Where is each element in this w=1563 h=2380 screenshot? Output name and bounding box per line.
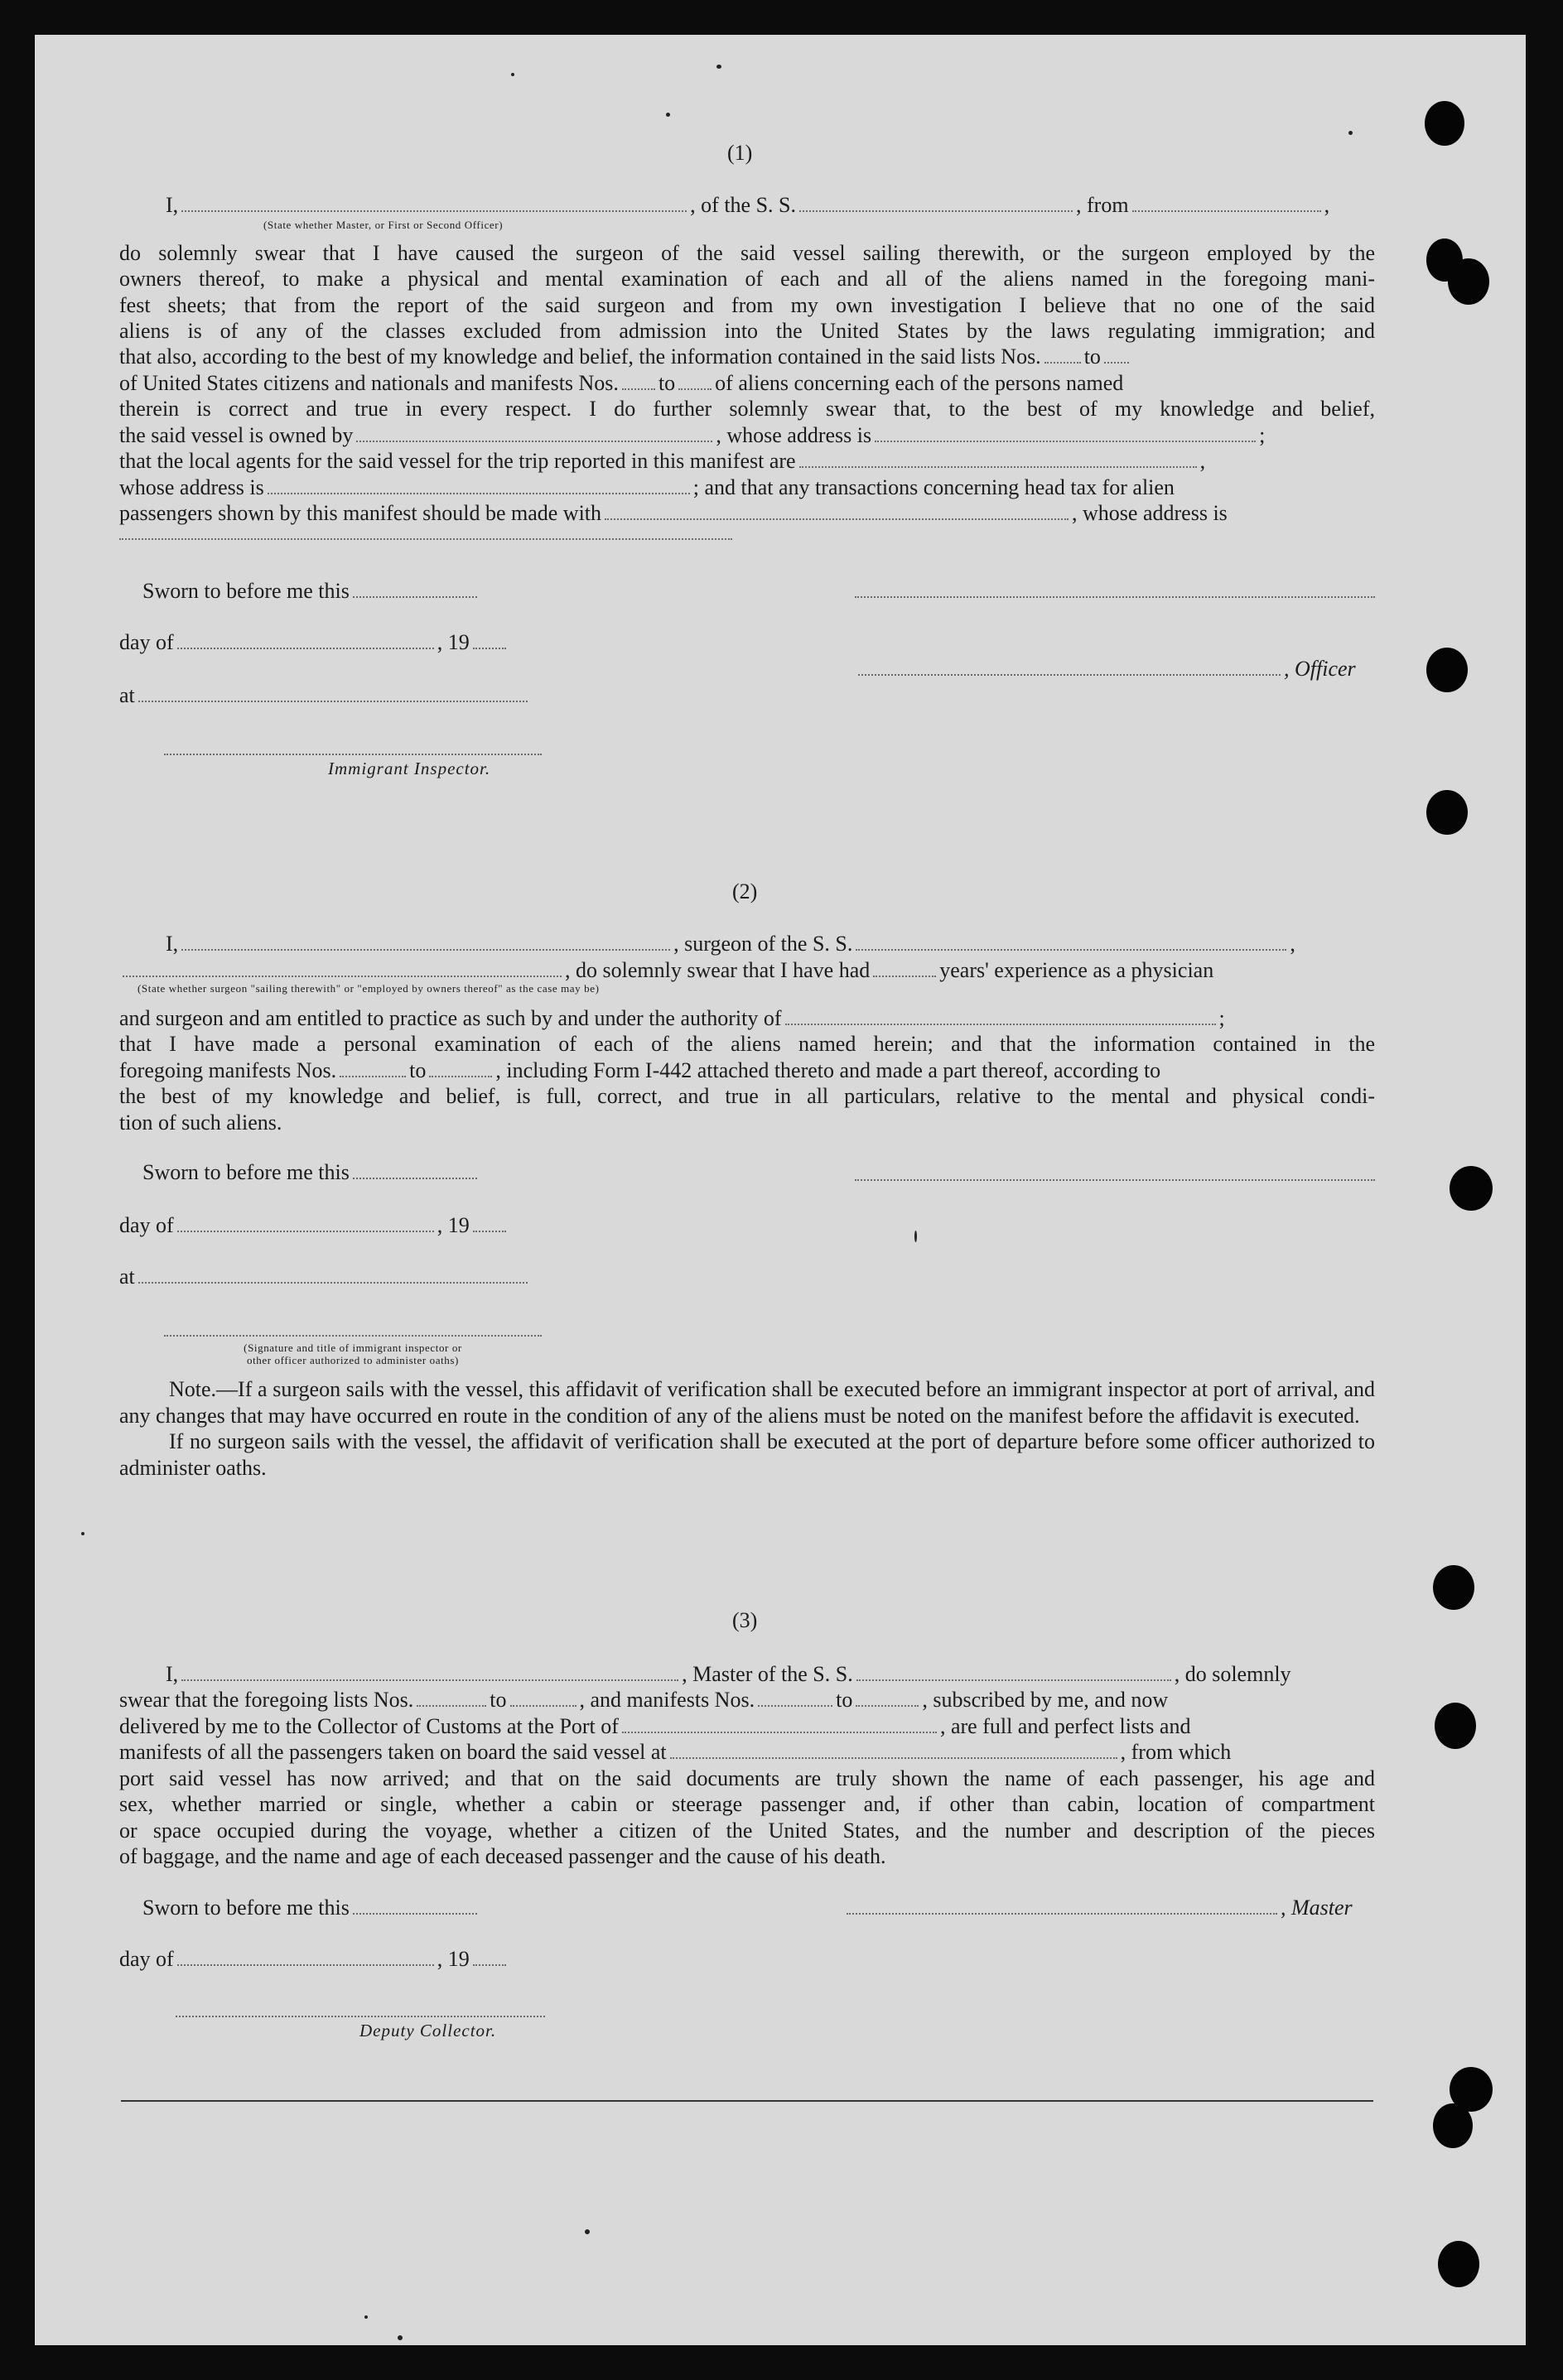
binder-hole [1426, 648, 1468, 692]
day-of-line: day of , 19 [119, 1946, 509, 1973]
officer-signature-line [855, 596, 1375, 598]
surgeon-hint: (State whether surgeon "sailing therewith" or "employed by owners thereof" as the case may be) [137, 982, 600, 995]
oath-paragraph-line: of United States citizens and nationals and manifests Nos. to of aliens concerning each of the persons named [119, 371, 1124, 395]
officer-hint: (State whether Master, or First or Second Officer) [263, 219, 504, 231]
section-number: (1) [727, 141, 753, 165]
fill-line [119, 538, 732, 540]
binder-hole [1433, 2103, 1473, 2148]
note-paragraph: If no surgeon sails with the vessel, the affidavit of verification shall be executed at the port of departure before some officer authorized to administer oaths. [119, 1429, 1375, 1480]
oath-paragraph-line: foregoing manifests Nos. to , including Form I-442 attached thereto and made a part thereof, according to [119, 1058, 1161, 1082]
binder-hole [1435, 1703, 1476, 1749]
signature-hint: (Signature and title of immigrant inspector or other officer authorized to administer oaths) [244, 1342, 462, 1366]
oath-paragraph-line: owners thereof, to make a physical and mental examination of each and all of the aliens named in the foregoing mani- [119, 267, 1375, 291]
binder-hole [1450, 1166, 1493, 1211]
oath-paragraph-line: or space occupied during the voyage, whether a citizen of the United States, and the number and description of the pieces [119, 1819, 1375, 1843]
oath-paragraph-line: therein is correct and true in every respect. I do further solemnly swear that, to the best of my knowledge and belief, [119, 397, 1375, 421]
oath-paragraph-line: do solemnly swear that I have caused the surgeon of the said vessel sailing therewith, or the surgeon employed by the [119, 241, 1375, 265]
master-line: , Master [843, 1895, 1353, 1921]
oath-paragraph-line: whose address is ; and that any transactions concerning head tax for alien [119, 475, 1175, 499]
binder-hole [1448, 258, 1489, 305]
speck [1348, 131, 1353, 135]
oath-paragraph-line: swear that the foregoing lists Nos. to , and manifests Nos. to , subscribed by me, and now [119, 1688, 1169, 1712]
oath-line-1: I, , of the S. S. , from , [166, 193, 1330, 217]
oath-paragraph-line: the best of my knowledge and belief, is full, correct, and true in all particulars, relative to the mental and physical condi- [119, 1084, 1375, 1108]
section-number: (2) [732, 879, 758, 903]
oath-paragraph-line: manifests of all the passengers taken on board the said vessel at , from which [119, 1740, 1232, 1764]
sworn-label: Sworn to before me this [142, 578, 480, 605]
at-line: at [119, 682, 531, 709]
speck [81, 1532, 84, 1535]
speck [666, 113, 670, 117]
inspector-label: Immigrant Inspector. [328, 759, 491, 778]
sworn-label: Sworn to before me this [142, 1895, 480, 1921]
speck [511, 73, 514, 76]
oath-paragraph-line: that also, according to the best of my knowledge and belief, the information contained in the said lists Nos. to [119, 344, 1132, 370]
binder-hole [1438, 2241, 1479, 2287]
oath-paragraph-line: tion of such aliens. [119, 1111, 282, 1135]
binder-hole [1426, 790, 1468, 835]
oath-paragraph-line: delivered by me to the Collector of Customs at the Port of , are full and perfect lists and [119, 1714, 1191, 1738]
oath-paragraph-line: and surgeon and am entitled to practice as such by and under the authority of ; [119, 1006, 1225, 1030]
oath-paragraph-line: aliens is of any of the classes excluded from admission into the United States by the laws regulating immigration; and [119, 319, 1375, 343]
sworn-label: Sworn to before me this [142, 1159, 480, 1186]
bottom-rule [121, 2100, 1373, 2102]
collector-signature-line [176, 2016, 545, 2017]
speck [364, 2315, 368, 2319]
day-of-line: day of , 19 [119, 1212, 509, 1239]
binder-hole [1433, 1565, 1474, 1610]
speck [716, 65, 721, 69]
oath-paragraph-line: passengers shown by this manifest should be made with , whose address is [119, 501, 1228, 525]
oath-paragraph-line: that the local agents for the said vessel for the trip reported in this manifest are , [119, 449, 1206, 473]
oath-paragraph-line: that I have made a personal examination of each of the aliens named herein; and that the information contained in the [119, 1032, 1375, 1056]
oath-paragraph-line: port said vessel has now arrived; and that on the said documents are truly shown the name of each passenger, his age and [119, 1766, 1375, 1790]
at-line: at [119, 1264, 531, 1290]
speck [914, 1231, 917, 1242]
oath-line-1: I, , surgeon of the S. S. , [166, 932, 1295, 956]
oath-paragraph-line: of baggage, and the name and age of each deceased passenger and the cause of his death. [119, 1844, 886, 1868]
oath-paragraph-line: the said vessel is owned by , whose address is ; [119, 423, 1266, 447]
signature-line [855, 1179, 1375, 1181]
speck [398, 2335, 403, 2340]
oath-paragraph-line: sex, whether married or single, whether a cabin or steerage passenger and, if other than cabin, location of compartment [119, 1792, 1375, 1816]
oath-paragraph-line: fest sheets; that from the report of the said surgeon and from my own investigation I believe that no one of the said [119, 293, 1375, 317]
section-number: (3) [732, 1608, 758, 1632]
binder-hole [1425, 101, 1464, 146]
note-paragraph: Note.—If a surgeon sails with the vessel, this affidavit of verification shall be executed before an immigrant inspector at port of arrival, and any changes that may have occurred en route in the condition of any of the aliens must be noted on the manifest before the affidavit is executed. [119, 1377, 1375, 1428]
oath-line-2: , do solemnly swear that I have had years' experience as a physician [119, 957, 1213, 984]
oath-line-1: I, , Master of the S. S. , do solemnly [166, 1662, 1291, 1686]
inspector-signature-line [164, 1335, 542, 1337]
note-block [119, 1376, 1375, 1481]
officer-line: , Officer [855, 656, 1356, 682]
day-of-line: day of , 19 [119, 629, 509, 656]
collector-label: Deputy Collector. [359, 2021, 497, 2040]
inspector-signature-line [164, 754, 542, 755]
speck [585, 2229, 590, 2234]
